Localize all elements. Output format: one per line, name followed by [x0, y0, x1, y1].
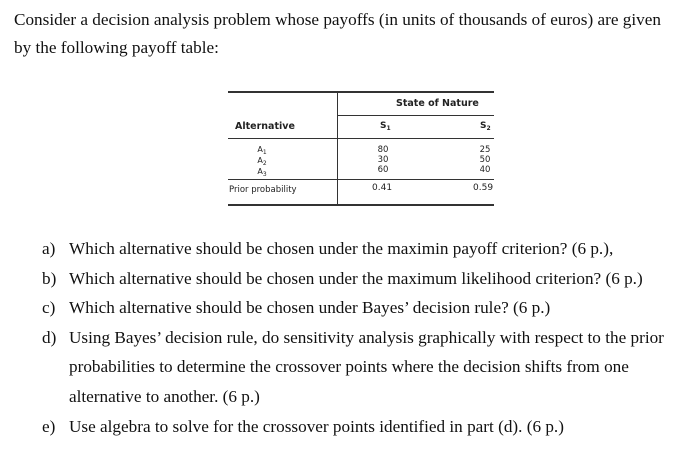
payoff-a1-s2: 25 — [479, 145, 491, 155]
intro-line-1: Consider a decision analysis problem whose payoffs (in units of thousands of euros) are given — [14, 10, 661, 29]
prior-probability-s2: 0.59 — [473, 183, 494, 193]
state-s1-subscript: 1 — [386, 125, 391, 132]
state-s2-header — [480, 121, 491, 131]
payoff-column-s1 — [372, 145, 394, 175]
alternative-a3 — [254, 167, 270, 178]
table-top-rule — [228, 91, 494, 93]
table-header-rule — [228, 138, 494, 139]
payoff-a2-s1: 30 — [377, 155, 389, 165]
intro-line-2: by the following payoff table: — [14, 38, 219, 57]
payoff-table — [228, 91, 494, 206]
question-e-label: e) — [42, 416, 56, 436]
question-list — [42, 234, 698, 441]
state-s2-subscript: 2 — [486, 125, 491, 132]
question-e-text: Use algebra to solve for the crossover points identified in part (d). (6 p.) — [69, 416, 564, 436]
question-a-label: a) — [42, 239, 56, 258]
prior-probability-s1: 0.41 — [372, 183, 393, 193]
question-b-text: Which alternative should be chosen under the maximum likelihood criterion? (6 p.) — [69, 268, 643, 288]
alternative-a3-letter: A — [257, 167, 263, 176]
prior-probability-label: Prior probability — [229, 185, 297, 195]
alternative-list — [254, 145, 270, 178]
table-prior-rule — [228, 179, 494, 180]
question-c-text: Which alternative should be chosen under Bayes’ decision rule? (6 p.) — [69, 298, 551, 318]
question-e — [42, 412, 698, 442]
question-d — [42, 323, 698, 412]
question-a — [42, 234, 698, 264]
table-column-divider — [337, 91, 338, 206]
alternative-a2-subscript: 2 — [262, 160, 267, 167]
state-s2-letter: S — [480, 121, 487, 131]
question-c — [42, 293, 698, 323]
alternative-header: Alternative — [235, 121, 295, 132]
state-of-nature-header: State of Nature — [396, 98, 479, 109]
question-a-text: Which alternative should be chosen under the maximin payoff criterion? (6 p.), — [69, 239, 614, 258]
alternative-a2-letter: A — [257, 156, 263, 165]
question-d-label: d) — [42, 327, 57, 347]
alternative-a1-subscript: 1 — [262, 149, 267, 156]
payoff-a3-s2: 40 — [479, 165, 491, 175]
alternative-a3-subscript: 3 — [262, 171, 267, 178]
problem-intro — [14, 6, 698, 62]
state-s1-header — [380, 121, 391, 131]
question-c-label: c) — [42, 298, 56, 318]
alternative-a1-letter: A — [257, 145, 263, 154]
question-b-label: b) — [42, 268, 57, 288]
table-state-rule — [337, 115, 494, 116]
alternative-a1 — [254, 145, 270, 156]
payoff-a2-s2: 50 — [479, 155, 491, 165]
state-s1-letter: S — [380, 121, 387, 131]
question-b — [42, 264, 698, 294]
payoff-column-s2 — [474, 145, 496, 175]
question-d-text: Using Bayes’ decision rule, do sensitivity analysis graphically with respect to the prior probabilities to determine the crossover points where the decision shifts from one alternative to another. (6 p.) — [69, 327, 664, 406]
table-bottom-rule — [228, 204, 494, 206]
alternative-a2 — [254, 156, 270, 167]
payoff-a1-s1: 80 — [377, 145, 389, 155]
payoff-a3-s1: 60 — [377, 165, 389, 175]
